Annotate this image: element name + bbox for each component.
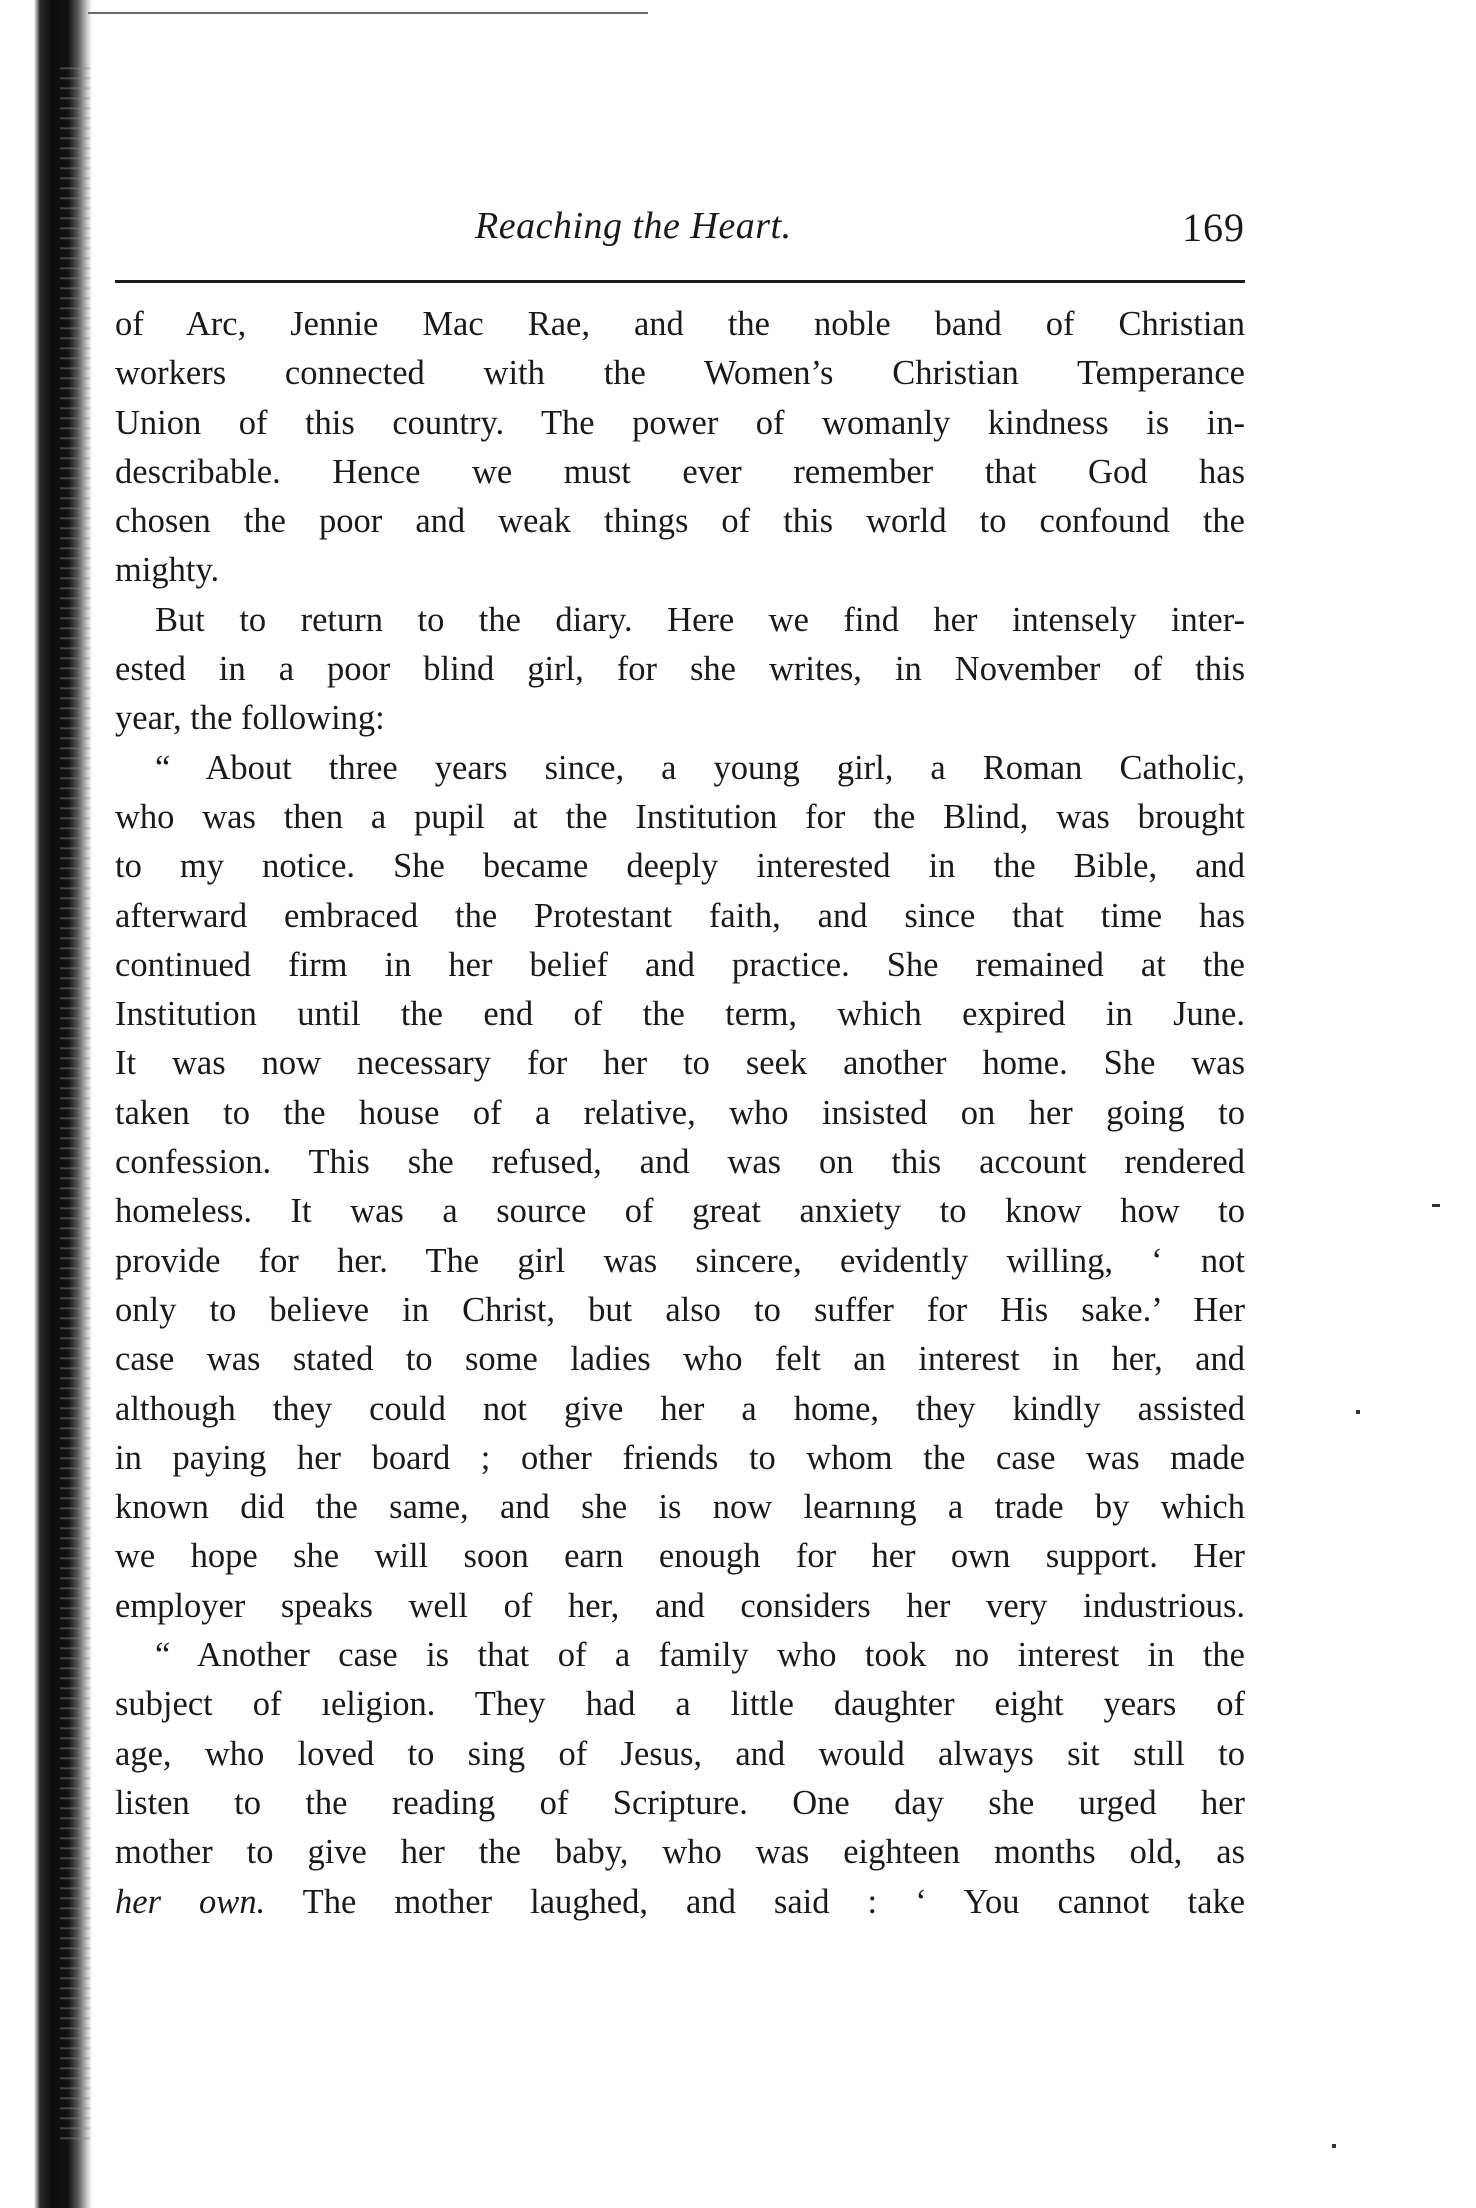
text-line: who was then a pupil at the Institution for the Blind, was brought: [115, 797, 1245, 836]
text-line: afterward embraced the Protestant faith, and since that time has: [115, 896, 1245, 935]
body-text: [115, 300, 1245, 1927]
text-run: The mother laughed, and said : ‘ You cannot take: [265, 1882, 1246, 1921]
text-line: case was stated to some ladies who felt an interest in her, and: [115, 1340, 1245, 1379]
text-line: known did the same, and she is now learnıng a trade by which: [115, 1488, 1245, 1527]
text-line: listen to the reading of Scripture. One day she urged her: [115, 1783, 1245, 1822]
text-line: [115, 1878, 1245, 1927]
margin-speck: [1432, 1204, 1440, 1207]
text-line: chosen the poor and weak things of this world to confound the: [115, 502, 1245, 541]
page-number: 169: [1182, 205, 1245, 250]
text-line: to my notice. She became deeply interested in the Bible, and: [115, 847, 1245, 886]
text-line: But to return to the diary. Here we find her intensely inter-: [155, 600, 1245, 639]
text-line: provide for her. The girl was sincere, evidently willing, ‘ not: [115, 1241, 1245, 1280]
text-line: although they could not give her a home, they kindly assisted: [115, 1389, 1245, 1428]
text-line: mother to give her the baby, who was eighteen months old, as: [115, 1833, 1245, 1872]
margin-speck: [1356, 1410, 1360, 1414]
text-line: “ About three years since, a young girl, a Roman Catholic,: [155, 748, 1245, 787]
text-line: continued firm in her belief and practice. She remained at the: [115, 945, 1245, 984]
text-line: workers connected with the Women’s Christian Temperance: [115, 354, 1245, 393]
text-line: Institution until the end of the term, which expired in June.: [115, 995, 1245, 1034]
text-line: in paying her board ; other friends to whom the case was made: [115, 1438, 1245, 1477]
text-line: homeless. It was a source of great anxiety to know how to: [115, 1192, 1245, 1231]
text-line: It was now necessary for her to seek another home. She was: [115, 1044, 1245, 1083]
text-line: age, who loved to sing of Jesus, and would always sit stıll to: [115, 1734, 1245, 1773]
text-line: employer speaks well of her, and considers her very industrious.: [115, 1586, 1245, 1625]
text-line: “ Another case is that of a family who took no interest in the: [155, 1636, 1245, 1675]
italic-emphasis: her own.: [115, 1882, 266, 1921]
text-line: confession. This she refused, and was on this account rendered: [115, 1143, 1245, 1182]
text-line: we hope she will soon earn enough for her own support. Her: [115, 1537, 1245, 1576]
text-line: Union of this country. The power of womanly kindness is in-: [115, 403, 1245, 442]
text-line: ested in a poor blind girl, for she writes, in November of this: [115, 650, 1245, 689]
binding-speckle: [60, 60, 90, 2140]
running-head: [115, 204, 1245, 264]
text-line: only to believe in Christ, but also to suffer for His sake.’ Her: [115, 1290, 1245, 1329]
text-line: describable. Hence we must ever remember that God has: [115, 452, 1245, 491]
header-rule: [115, 280, 1245, 283]
text-line: of Arc, Jennie Mac Rae, and the noble band of Christian: [115, 305, 1245, 343]
running-title: Reaching the Heart.: [475, 205, 792, 247]
margin-speck: [1332, 2144, 1336, 2148]
text-line: subject of ıeligion. They had a little daughter eight years of: [115, 1685, 1245, 1724]
text-line: taken to the house of a relative, who insisted on her going to: [115, 1093, 1245, 1132]
text-line: year, the following:: [115, 699, 385, 738]
scan-top-edge: [88, 12, 648, 14]
text-line: mighty.: [115, 551, 220, 590]
